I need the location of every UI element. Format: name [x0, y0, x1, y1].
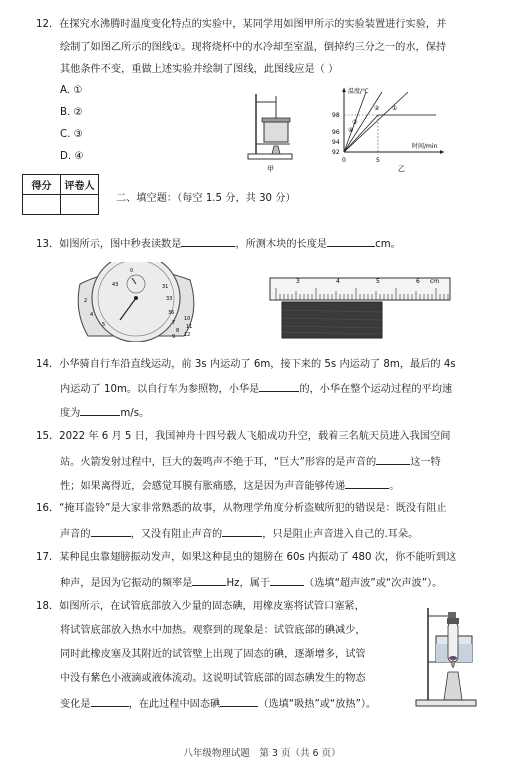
q13-text: ，所测木块的长度是: [235, 239, 328, 250]
curve-label: ②: [374, 105, 380, 112]
q18-blank-heat[interactable]: [220, 696, 258, 707]
q18-text: ，在此过程中固态碘: [128, 699, 221, 710]
dial-label: 8: [176, 328, 180, 334]
q17-line-1: 17．某种昆虫靠翅膀振动发声，如果这种昆虫的翅膀在 60s 内振动了 480 次，你不能听到这: [36, 552, 457, 563]
figure-b-label: 乙: [398, 165, 405, 173]
dial-label: 10: [184, 316, 191, 322]
page-footer: 八年级物理试题 第 3 页（共 6 页）: [183, 748, 341, 759]
x-tick: 5: [376, 157, 380, 164]
q16-blank-2[interactable]: [222, 526, 262, 537]
q12-option-a: A. ①: [60, 85, 83, 96]
q18-text: 变化是: [60, 699, 91, 710]
section-2-heading: 二、填空题：（每空 1.5 分，共 30 分）: [116, 193, 296, 204]
ruler-figure: [268, 268, 452, 342]
q18-blank-change[interactable]: [91, 696, 129, 707]
ruler-label: 5: [376, 278, 380, 285]
score-table: [22, 174, 99, 215]
q16-line-2: [60, 526, 418, 542]
boiling-apparatus-figure: [240, 88, 300, 174]
q12-option-d: D. ④: [60, 151, 84, 162]
stopwatch-figure: [72, 262, 202, 342]
q18-line-2: 将试管底部放入热水中加热。观察到的现象是：试管底部的碘减少，: [60, 625, 366, 636]
q15-line-1: 15．2022 年 6 月 5 日，我国神舟十四号载人飞船成功升空，载着三名航天员进入我国空间: [36, 431, 451, 442]
q18-line-3: 同时此橡皮塞及其附近的试管壁上出现了固态的碘，逐渐增多，试管: [60, 649, 366, 660]
q17-text: Hz，属于: [226, 578, 271, 589]
q16-line-1: 16．“掩耳盗铃”是大家非常熟悉的故事，从物理学角度分析盗贼所犯的错误是：既没有阻止: [36, 503, 447, 514]
temperature-time-graph: [326, 84, 450, 174]
q16-text: ，只是阻止声音进入自己的.耳朵。: [262, 529, 419, 540]
q15-text: 站。火箭发射过程中，巨大的轰鸣声不绝于耳，“巨大”形容的是声音的: [60, 457, 377, 468]
q18-line-5: [60, 696, 376, 712]
dial-label: 4: [90, 312, 94, 318]
q16-text: 声音的: [60, 529, 91, 540]
ruler-label: 4: [336, 278, 340, 285]
q14-text: 度为: [60, 408, 81, 419]
q12-line-2: 绘制了如图乙所示的图线①。现将烧杯中的水冷却至室温，倒掉约三分之一的水，保持: [60, 42, 447, 53]
grader-cell[interactable]: [61, 195, 99, 215]
graph-x-axis-label: 时间/min: [412, 143, 438, 150]
q17-blank-frequency[interactable]: [192, 575, 226, 586]
q14-line-2: [60, 381, 452, 397]
score-cell[interactable]: [23, 195, 61, 215]
ruler-label: 3: [296, 278, 300, 285]
curve-label: ①: [392, 105, 398, 112]
x-tick: 0: [342, 157, 346, 164]
ruler-label: 6: [416, 278, 420, 285]
q14-line-3: [60, 405, 149, 421]
dial-label: 31: [162, 284, 169, 290]
grader-header: 评卷人: [61, 175, 99, 195]
score-header: 得分: [23, 175, 61, 195]
q13-blank-stopwatch[interactable]: [181, 236, 235, 247]
ruler-unit: cm: [430, 278, 440, 285]
q17-text: （选填“超声波”或“次声波”）。: [304, 578, 443, 589]
curve-label: ③: [352, 119, 358, 126]
q14-line-1: 14．小华骑自行车沿直线运动，前 3s 内运动了 6m，接下来的 5s 内运动了 8m，最后的 4s: [36, 359, 456, 370]
q17-blank-wave-type[interactable]: [270, 575, 304, 586]
q15-line-3: [60, 478, 399, 494]
q16-blank-1[interactable]: [91, 526, 131, 537]
dial-label: 0: [130, 268, 134, 274]
dial-label: 9: [172, 334, 176, 340]
curve-label: ④: [348, 127, 354, 134]
q13-blank-length[interactable]: [327, 236, 375, 247]
q15-text: 。: [389, 481, 400, 492]
q14-text: 的，小华在整个运动过程的平均速: [299, 384, 453, 395]
figure-a-label: 甲: [267, 165, 274, 173]
q15-blank-transmit[interactable]: [345, 478, 389, 489]
q18-line-4: 中没有紫色小液滴或液体流动。这说明试管底部的固态碘发生的物态: [60, 673, 366, 684]
iodine-heating-figure: [410, 602, 482, 712]
q12-option-c: C. ③: [60, 129, 83, 140]
dial-label: 7: [172, 320, 176, 326]
q16-text: ，又没有阻止声音的: [130, 529, 223, 540]
y-tick: 96: [332, 129, 340, 136]
q13-text: cm。: [375, 239, 401, 250]
graph-y-axis-label: 温度/℃: [348, 88, 369, 95]
dial-label: 2: [84, 298, 88, 304]
dial-label: 11: [186, 324, 193, 330]
y-tick: 94: [332, 139, 340, 146]
q15-text: 这一特: [410, 457, 441, 468]
q15-line-2: [60, 454, 441, 470]
q12-option-b: B. ②: [60, 107, 83, 118]
dial-label: 36: [168, 310, 175, 316]
q12-line-3: 其他条件不变，重做上述实验并绘制了图线，此图线应是（ ）: [60, 64, 339, 75]
y-tick: 92: [332, 149, 340, 156]
q17-line-2: [60, 575, 442, 591]
q13-line-1: [36, 236, 401, 252]
q18-text: （选填“吸热”或“放热”）。: [258, 699, 377, 710]
dial-label: 12: [184, 332, 191, 338]
q14-text: 内运动了 10m。以自行车为参照物，小华是: [60, 384, 260, 395]
q14-blank-speed[interactable]: [80, 405, 120, 416]
q15-blank-property[interactable]: [376, 454, 410, 465]
dial-label: 5: [102, 322, 106, 328]
q14-blank-reference[interactable]: [259, 381, 299, 392]
q14-text: m/s。: [120, 408, 150, 419]
q18-line-1: 18．如图所示，在试管底部放入少量的固态碘，用橡皮塞将试管口塞紧，: [36, 601, 365, 612]
q17-text: 种声，是因为它振动的频率是: [60, 578, 193, 589]
q12-line-1: 12．在探究水沸腾时温度变化特点的实验中，某同学用如图甲所示的实验装置进行实验，并: [36, 19, 447, 30]
y-tick: 98: [332, 112, 340, 119]
q15-text: 性；如果离得近，会感觉耳膜有胀痛感，这是因为声音能够传递: [60, 481, 346, 492]
dial-label: 33: [166, 296, 173, 302]
dial-label: 43: [112, 282, 119, 288]
q13-text: 13．如图所示，图中秒表读数是: [36, 239, 182, 250]
